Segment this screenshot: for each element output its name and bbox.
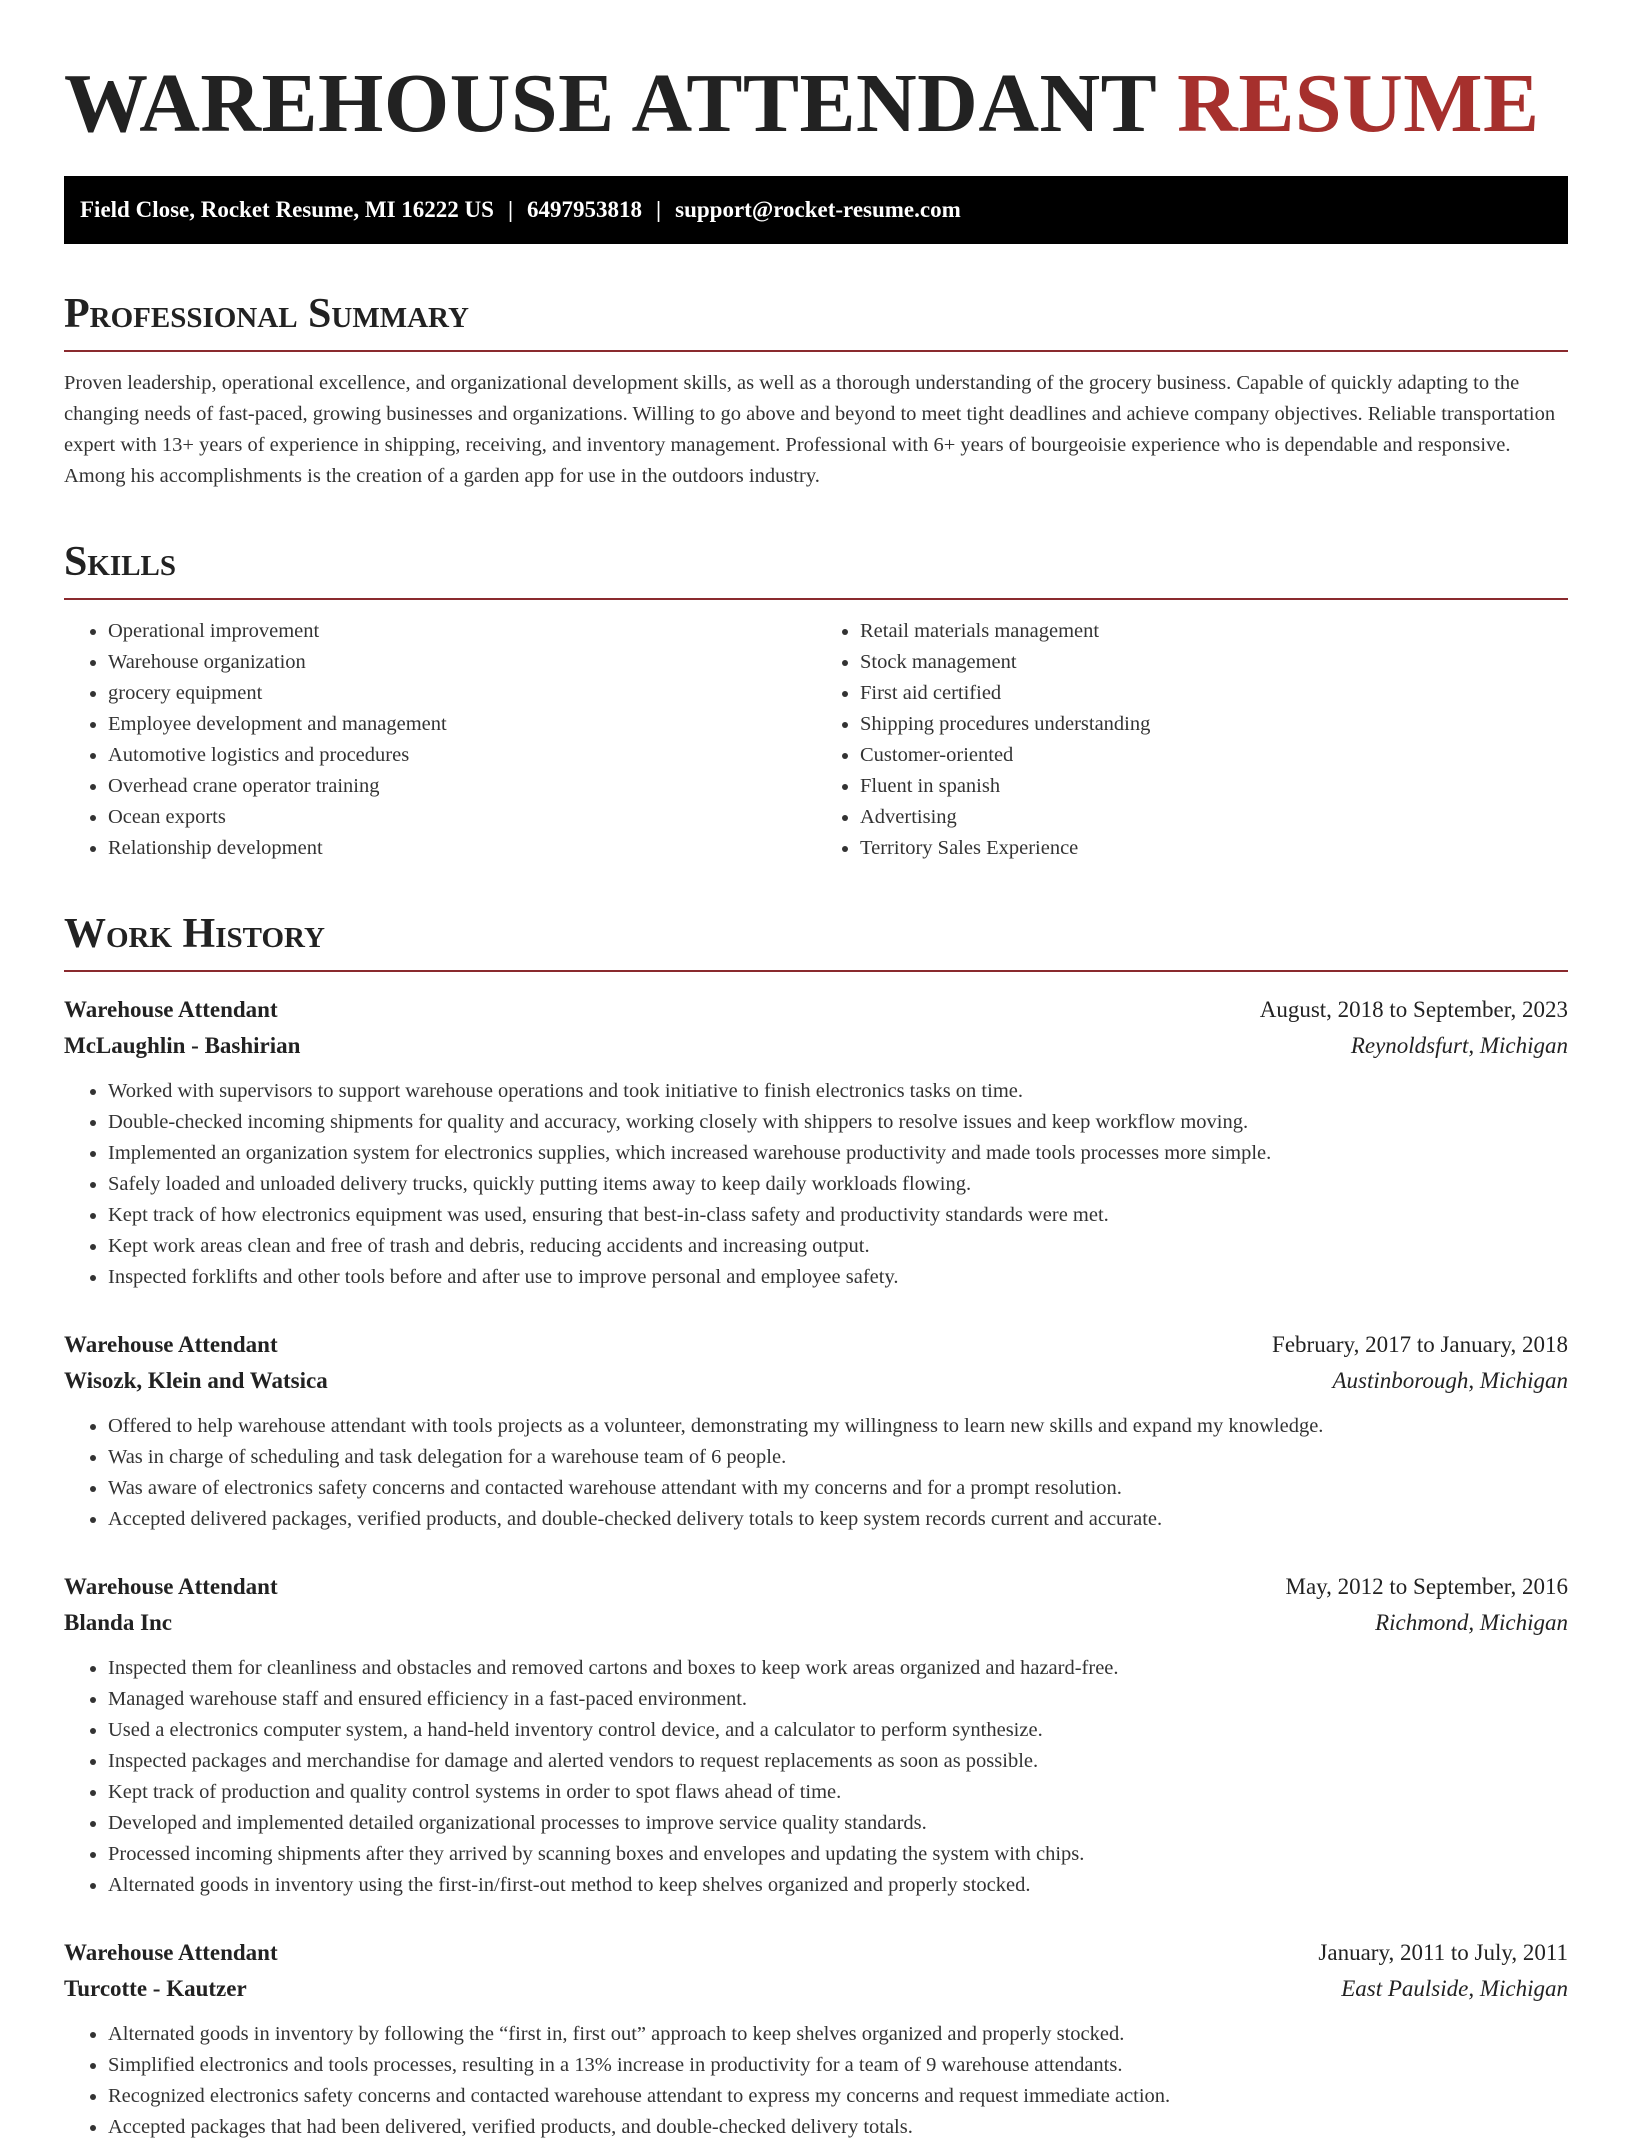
job-location: Reynoldsfurt, Michigan: [1350, 1033, 1568, 1058]
job-bullet: • Was in charge of scheduling and task delegation for a warehouse team of 6 people.: [108, 1442, 1568, 1473]
skill-item: • First aid certified: [860, 678, 1568, 709]
job-dates: January, 2011 to July, 2011: [1318, 1940, 1568, 1965]
job-bullet: • Recognized electronics safety concerns and contacted warehouse attendant to express my concerns and request immediate action.: [108, 2081, 1568, 2112]
job-bullets: [64, 1653, 1568, 1901]
contact-separator: |: [507, 197, 514, 222]
job-bullet: • Offered to help warehouse attendant with tools projects as a volunteer, demonstrating my willingness to learn new skills and expand my knowledge.: [108, 1411, 1568, 1442]
job-subheader: [64, 1363, 1568, 1399]
job-bullet: • Alternated goods in inventory by following the “first in, first out” approach to keep shelves organized and properly stocked.: [108, 2019, 1568, 2050]
job-location: East Paulside, Michigan: [1341, 1976, 1568, 2001]
job-location: Richmond, Michigan: [1375, 1610, 1568, 1635]
job-bullet: • Alternated goods in inventory using the first-in/first-out method to keep shelves organized and properly stocked.: [108, 1870, 1568, 1901]
job-bullet: • Kept track of how electronics equipment was used, ensuring that best-in-class safety and productivity standards were met.: [108, 1200, 1568, 1231]
skill-item: • Overhead crane operator training: [108, 771, 816, 802]
job-company: Wisozk, Klein and Watsica: [64, 1368, 328, 1393]
title-main: WAREHOUSE ATTENDANT: [64, 57, 1156, 150]
job-location: Austinborough, Michigan: [1332, 1368, 1568, 1393]
contact-email: support@rocket-resume.com: [675, 197, 961, 222]
job-entry: [64, 1327, 1568, 1535]
contact-phone: 6497953818: [527, 197, 643, 222]
job-subheader: [64, 1028, 1568, 1064]
job-bullet: • Accepted delivered packages, verified products, and double-checked delivery totals to keep system records current and accurate.: [108, 1504, 1568, 1535]
job-dates: May, 2012 to September, 2016: [1285, 1574, 1568, 1599]
job-bullet: • Used a electronics computer system, a hand-held inventory control device, and a calculator to perform synthesize.: [108, 1715, 1568, 1746]
job-bullet: • Kept work areas clean and free of trash and debris, reducing accidents and increasing output.: [108, 1231, 1568, 1262]
skill-item: • Customer-oriented: [860, 740, 1568, 771]
skill-item: • Warehouse organization: [108, 647, 816, 678]
contact-bar: [64, 176, 1568, 244]
skills-heading: Skills: [64, 538, 1568, 600]
job-title: Warehouse Attendant: [64, 1574, 278, 1599]
job-bullet: • Kept track of production and quality control systems in order to spot flaws ahead of time.: [108, 1777, 1568, 1808]
job-bullet: • Managed warehouse staff and ensured efficiency in a fast-paced environment.: [108, 1684, 1568, 1715]
job-title: Warehouse Attendant: [64, 1940, 278, 1965]
contact-separator: |: [656, 197, 662, 222]
job-bullets: [64, 2019, 1568, 2143]
job-title: Warehouse Attendant: [64, 997, 278, 1022]
skill-item: • Retail materials management: [860, 616, 1568, 647]
skill-item: • Territory Sales Experience: [860, 833, 1568, 864]
skills-list: [64, 616, 1568, 864]
job-subheader: [64, 1971, 1568, 2007]
job-dates: February, 2017 to January, 2018: [1272, 1332, 1568, 1357]
skill-item: • Advertising: [860, 802, 1568, 833]
skill-item: • Relationship development: [108, 833, 816, 864]
job-bullet: • Was aware of electronics safety concerns and contacted warehouse attendant with my concerns and for a prompt resolution.: [108, 1473, 1568, 1504]
job-bullet: • Accepted packages that had been delivered, verified products, and double-checked delivery totals.: [108, 2112, 1568, 2143]
job-dates: August, 2018 to September, 2023: [1259, 997, 1568, 1022]
summary-heading: Professional Summary: [64, 290, 1568, 352]
work-history-heading: Work History: [64, 910, 1568, 972]
job-bullet: • Worked with supervisors to support warehouse operations and took initiative to finish electronics tasks on time.: [108, 1076, 1568, 1107]
job-bullets: [64, 1411, 1568, 1535]
resume-title: [64, 56, 1568, 152]
job-company: Blanda Inc: [64, 1610, 173, 1635]
skill-item: • Ocean exports: [108, 802, 816, 833]
job-bullet: • Processed incoming shipments after they arrived by scanning boxes and envelopes and updating the system with chips.: [108, 1839, 1568, 1870]
skill-item: • grocery equipment: [108, 678, 816, 709]
skill-item: • Stock management: [860, 647, 1568, 678]
skills-column-left: [64, 616, 816, 864]
job-entry: [64, 992, 1568, 1293]
job-subheader: [64, 1605, 1568, 1641]
job-entry: [64, 1569, 1568, 1901]
skill-item: • Operational improvement: [108, 616, 816, 647]
job-header: [64, 1935, 1568, 1971]
job-bullet: • Developed and implemented detailed organizational processes to improve service quality standards.: [108, 1808, 1568, 1839]
job-bullet: • Inspected them for cleanliness and obstacles and removed cartons and boxes to keep work areas organized and hazard-free.: [108, 1653, 1568, 1684]
job-bullet: • Safely loaded and unloaded delivery trucks, quickly putting items away to keep daily workloads flowing.: [108, 1169, 1568, 1200]
job-company: Turcotte - Kautzer: [64, 1976, 247, 2001]
contact-address: Field Close, Rocket Resume, MI 16222 US: [80, 197, 494, 222]
job-bullet: • Double-checked incoming shipments for quality and accuracy, working closely with shippers to resolve issues and keep workflow moving.: [108, 1107, 1568, 1138]
skills-column-right: [816, 616, 1568, 864]
job-header: [64, 992, 1568, 1028]
summary-text: Proven leadership, operational excellence, and organizational development skills, as well as a thorough understanding of the grocery business. Capable of quickly adapting to the changing needs of fast-paced, growing businesses and organizations. Willing to go above and beyond to meet tight deadlines and achieve company objectives. Reliable transportation expert with 13+ years of experience in shipping, receiving, and inventory management. Professional with 6+ years of bourgeoisie experience who is dependable and responsive. Among his accomplishments is the creation of a garden app for use in the outdoors industry.: [64, 372, 1556, 487]
job-bullet: • Simplified electronics and tools processes, resulting in a 13% increase in productivity for a team of 9 warehouse attendants.: [108, 2050, 1568, 2081]
job-company: McLaughlin - Bashirian: [64, 1033, 301, 1058]
skill-item: • Shipping procedures understanding: [860, 709, 1568, 740]
job-bullet: • Inspected forklifts and other tools before and after use to improve personal and employee safety.: [108, 1262, 1568, 1293]
job-header: [64, 1327, 1568, 1363]
job-bullet: • Inspected packages and merchandise for damage and alerted vendors to request replacements as soon as possible.: [108, 1746, 1568, 1777]
job-title: Warehouse Attendant: [64, 1332, 278, 1357]
job-bullet: • Implemented an organization system for electronics supplies, which increased warehouse productivity and made tools processes more simple.: [108, 1138, 1568, 1169]
job-header: [64, 1569, 1568, 1605]
job-bullets: [64, 1076, 1568, 1293]
skill-item: • Employee development and management: [108, 709, 816, 740]
skill-item: • Fluent in spanish: [860, 771, 1568, 802]
skill-item: • Automotive logistics and procedures: [108, 740, 816, 771]
title-accent: RESUME: [1177, 57, 1540, 150]
